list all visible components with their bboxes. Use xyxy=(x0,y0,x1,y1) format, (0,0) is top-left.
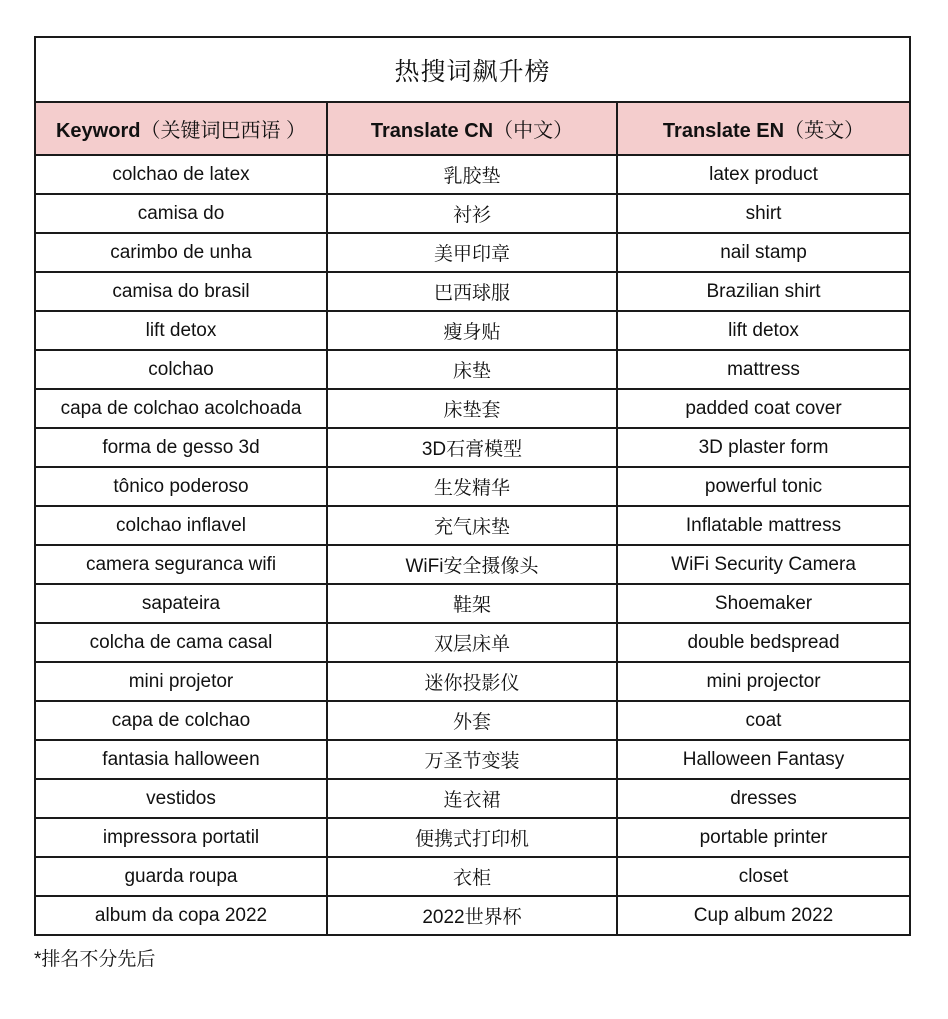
cell-keyword: album da copa 2022 xyxy=(35,896,327,935)
table-body xyxy=(35,155,910,935)
column-header-translate-en-bold: Translate EN xyxy=(662,120,785,142)
table-row xyxy=(35,740,910,779)
cell-translate-cn: 乳胶垫 xyxy=(327,155,617,194)
cell-translate-en: closet xyxy=(617,857,910,896)
table-row xyxy=(35,545,910,584)
cell-translate-en: 3D plaster form xyxy=(617,428,910,467)
cell-translate-en: latex product xyxy=(617,155,910,194)
table-row xyxy=(35,272,910,311)
column-header-translate-cn xyxy=(327,102,617,155)
column-header-row xyxy=(35,102,910,155)
cell-translate-en: mattress xyxy=(617,350,910,389)
table-row xyxy=(35,779,910,818)
cell-keyword: camisa do brasil xyxy=(35,272,327,311)
cell-translate-cn: 外套 xyxy=(327,701,617,740)
cell-keyword: colcha de cama casal xyxy=(35,623,327,662)
table-row xyxy=(35,233,910,272)
cell-translate-cn: 巴西球服 xyxy=(327,272,617,311)
table-row xyxy=(35,428,910,467)
cell-translate-en: nail stamp xyxy=(617,233,910,272)
table-row xyxy=(35,896,910,935)
column-header-translate-cn-bold: Translate CN xyxy=(370,120,494,142)
cell-keyword: guarda roupa xyxy=(35,857,327,896)
column-header-translate-en xyxy=(617,102,910,155)
cell-translate-en: Halloween Fantasy xyxy=(617,740,910,779)
cell-translate-en: portable printer xyxy=(617,818,910,857)
cell-translate-cn: 连衣裙 xyxy=(327,779,617,818)
column-header-translate-cn-note: （中文） xyxy=(493,120,574,142)
cell-translate-en: padded coat cover xyxy=(617,389,910,428)
cell-translate-cn: 充气床垫 xyxy=(327,506,617,545)
table-row xyxy=(35,662,910,701)
table-row xyxy=(35,818,910,857)
table-row xyxy=(35,350,910,389)
hot-keyword-table xyxy=(34,36,911,936)
cell-keyword: tônico poderoso xyxy=(35,467,327,506)
cell-keyword: sapateira xyxy=(35,584,327,623)
cell-translate-cn: 迷你投影仪 xyxy=(327,662,617,701)
cell-translate-cn: 美甲印章 xyxy=(327,233,617,272)
cell-translate-en: dresses xyxy=(617,779,910,818)
table-row xyxy=(35,389,910,428)
cell-keyword: camera seguranca wifi xyxy=(35,545,327,584)
table-title-row xyxy=(35,37,910,102)
cell-keyword: capa de colchao acolchoada xyxy=(35,389,327,428)
cell-translate-cn: 3D石膏模型 xyxy=(327,428,617,467)
cell-translate-cn: 生发精华 xyxy=(327,467,617,506)
cell-keyword: mini projetor xyxy=(35,662,327,701)
cell-translate-en: Cup album 2022 xyxy=(617,896,910,935)
column-header-translate-en-note: （英文） xyxy=(784,120,865,142)
column-header-keyword-note: （关键词巴西语 ） xyxy=(140,120,307,142)
cell-translate-cn: 鞋架 xyxy=(327,584,617,623)
cell-translate-en: Brazilian shirt xyxy=(617,272,910,311)
cell-translate-en: powerful tonic xyxy=(617,467,910,506)
table-row xyxy=(35,857,910,896)
cell-keyword: forma de gesso 3d xyxy=(35,428,327,467)
cell-keyword: carimbo de unha xyxy=(35,233,327,272)
cell-translate-cn: 衣柜 xyxy=(327,857,617,896)
table-row xyxy=(35,701,910,740)
cell-translate-cn: 床垫 xyxy=(327,350,617,389)
cell-translate-cn: 瘦身贴 xyxy=(327,311,617,350)
cell-keyword: camisa do xyxy=(35,194,327,233)
table-row xyxy=(35,155,910,194)
cell-translate-en: double bedspread xyxy=(617,623,910,662)
cell-translate-cn: 便携式打印机 xyxy=(327,818,617,857)
cell-translate-cn: 2022世界杯 xyxy=(327,896,617,935)
cell-translate-en: Inflatable mattress xyxy=(617,506,910,545)
cell-translate-cn: 床垫套 xyxy=(327,389,617,428)
cell-translate-cn: WiFi安全摄像头 xyxy=(327,545,617,584)
cell-translate-en: coat xyxy=(617,701,910,740)
cell-keyword: vestidos xyxy=(35,779,327,818)
table-row xyxy=(35,623,910,662)
table-row xyxy=(35,194,910,233)
column-header-keyword xyxy=(35,102,327,155)
cell-translate-en: WiFi Security Camera xyxy=(617,545,910,584)
cell-keyword: lift detox xyxy=(35,311,327,350)
table-title: 热搜词飙升榜 xyxy=(35,37,910,102)
cell-keyword: impressora portatil xyxy=(35,818,327,857)
cell-keyword: colchao xyxy=(35,350,327,389)
cell-translate-en: shirt xyxy=(617,194,910,233)
column-header-keyword-bold: Keyword xyxy=(55,120,141,142)
cell-keyword: colchao inflavel xyxy=(35,506,327,545)
cell-translate-cn: 万圣节变装 xyxy=(327,740,617,779)
cell-translate-cn: 衬衫 xyxy=(327,194,617,233)
table-row xyxy=(35,584,910,623)
table-row xyxy=(35,467,910,506)
cell-keyword: colchao de latex xyxy=(35,155,327,194)
table-row xyxy=(35,311,910,350)
keyword-table-container xyxy=(34,36,909,936)
cell-keyword: fantasia halloween xyxy=(35,740,327,779)
table-row xyxy=(35,506,910,545)
footnote: *排名不分先后 xyxy=(34,949,156,970)
cell-translate-cn: 双层床单 xyxy=(327,623,617,662)
cell-translate-en: lift detox xyxy=(617,311,910,350)
cell-keyword: capa de colchao xyxy=(35,701,327,740)
cell-translate-en: mini projector xyxy=(617,662,910,701)
cell-translate-en: Shoemaker xyxy=(617,584,910,623)
